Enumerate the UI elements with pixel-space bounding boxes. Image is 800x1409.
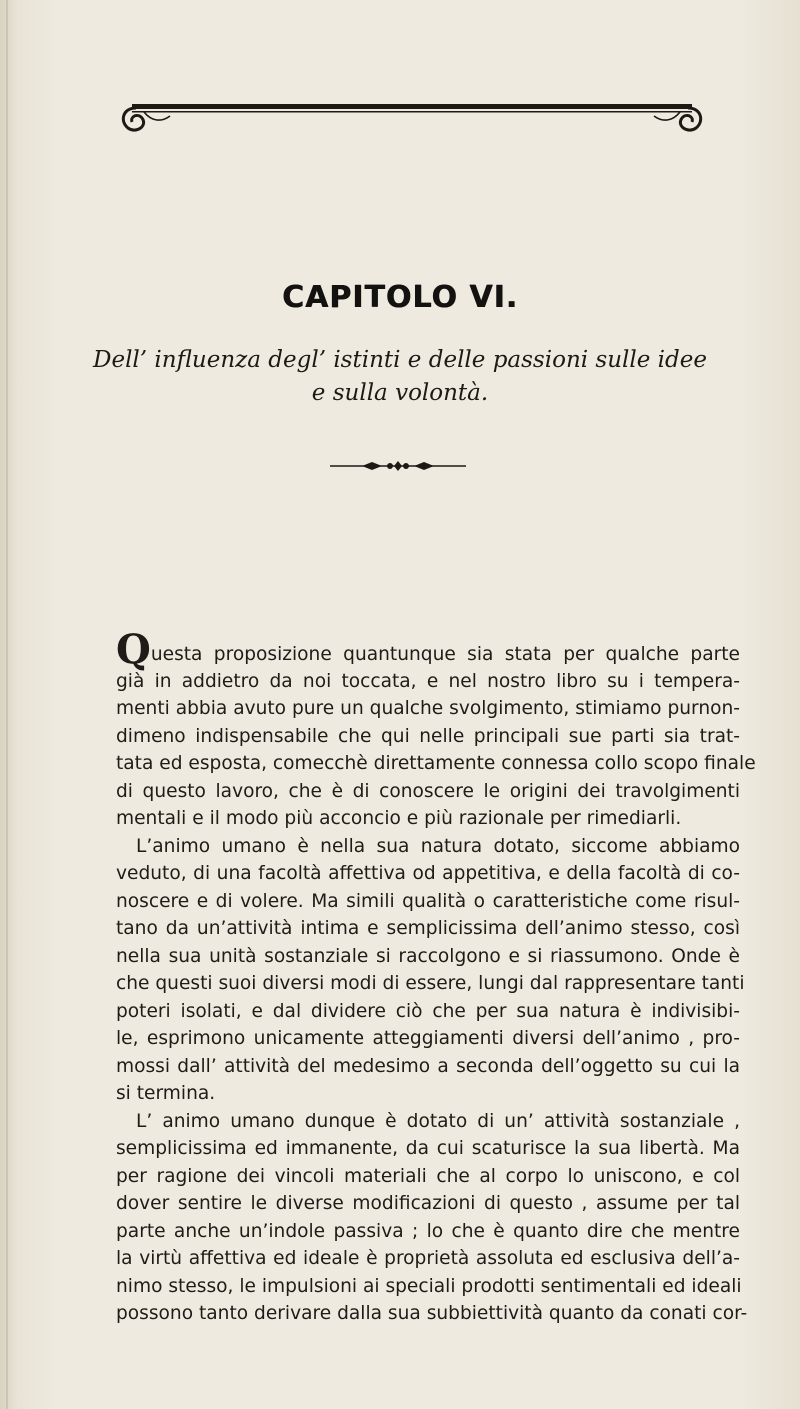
text-line: poteri isolati, e dal dividere ciò che per sua natura è indivisibi- (116, 1000, 740, 1022)
text-line: Questa proposizione quantunque sia stata per qualche parte (116, 626, 740, 673)
fleuron-divider-icon (328, 459, 468, 473)
text-line: si termina. (116, 1083, 216, 1104)
text-line: di questo lavoro, che è di conoscere le origini dei travolgimenti (116, 780, 740, 802)
text-line: noscere e di volere. Ma simili qualità o caratteristiche come risul- (116, 890, 740, 912)
chapter-title: CAPITOLO VI. (281, 280, 519, 315)
text-line: possono tanto derivare dalla sua subbiettività quanto da conati cor- (116, 1303, 748, 1324)
text-line: tano da un’attività intima e semplicissima dell’animo stesso, così (116, 918, 740, 939)
text-line: nimo stesso, le impulsioni ai speciali prodotti sentimentali ed ideali (116, 1275, 742, 1297)
text-line: parte anche un’indole passiva ; lo che è quanto dire che mentre (116, 1220, 740, 1242)
text-line: veduto, di una facoltà affettiva od appetitiva, e della facoltà di co- (116, 863, 740, 884)
text-line: L’ animo umano dunque è dotato di un’ attività sostanziale , (136, 1110, 740, 1132)
text-line: che questi suoi diversi modi di essere, lungi dal rappresentare tanti (116, 973, 745, 994)
text-line: menti abbia avuto pure un qualche svolgimento, stimiamo purnon- (116, 698, 740, 719)
body-text (116, 626, 756, 1328)
text-line: già in addietro da noi toccata, e nel nostro libro su i tempera- (116, 670, 740, 692)
chapter-subtitle-line-2: e sulla volontà. (311, 380, 489, 406)
text-line: nella sua unità sostanziale si raccolgono e si riassumono. Onde è (116, 945, 740, 967)
text-line: per ragione dei vincoli materiali che al corpo lo uniscono, e col (116, 1165, 740, 1187)
text-line: mentali e il modo più acconcio e più razionale per rimediarli. (116, 808, 682, 829)
ornamental-rule-icon (118, 100, 706, 138)
text-line: L’animo umano è nella sua natura dotato, siccome abbiamo (136, 835, 740, 857)
chapter-subtitle-line-1: Dell’ influenza degl’ istinti e delle passioni sulle idee (93, 347, 707, 373)
text-line: le, esprimono unicamente atteggiamenti diversi dell’animo , pro- (116, 1028, 740, 1049)
text-line: tata ed esposta, comecchè direttamente connessa collo scopo finale (116, 753, 756, 774)
text-line: dimeno indispensabile che qui nelle principali sue parti sia trat- (116, 725, 740, 747)
text-line: semplicissima ed immanente, da cui scaturisce la sua libertà. Ma (116, 1138, 740, 1159)
page-edge (6, 0, 8, 1409)
text-line: dover sentire le diverse modificazioni di questo , assume per tal (116, 1193, 740, 1214)
drop-cap: Q (116, 626, 151, 673)
text-line: mossi dall’ attività del medesimo a seconda dell’oggetto su cui la (116, 1055, 740, 1077)
text-line: la virtù affettiva ed ideale è proprietà assoluta ed esclusiva dell’a- (116, 1248, 740, 1269)
